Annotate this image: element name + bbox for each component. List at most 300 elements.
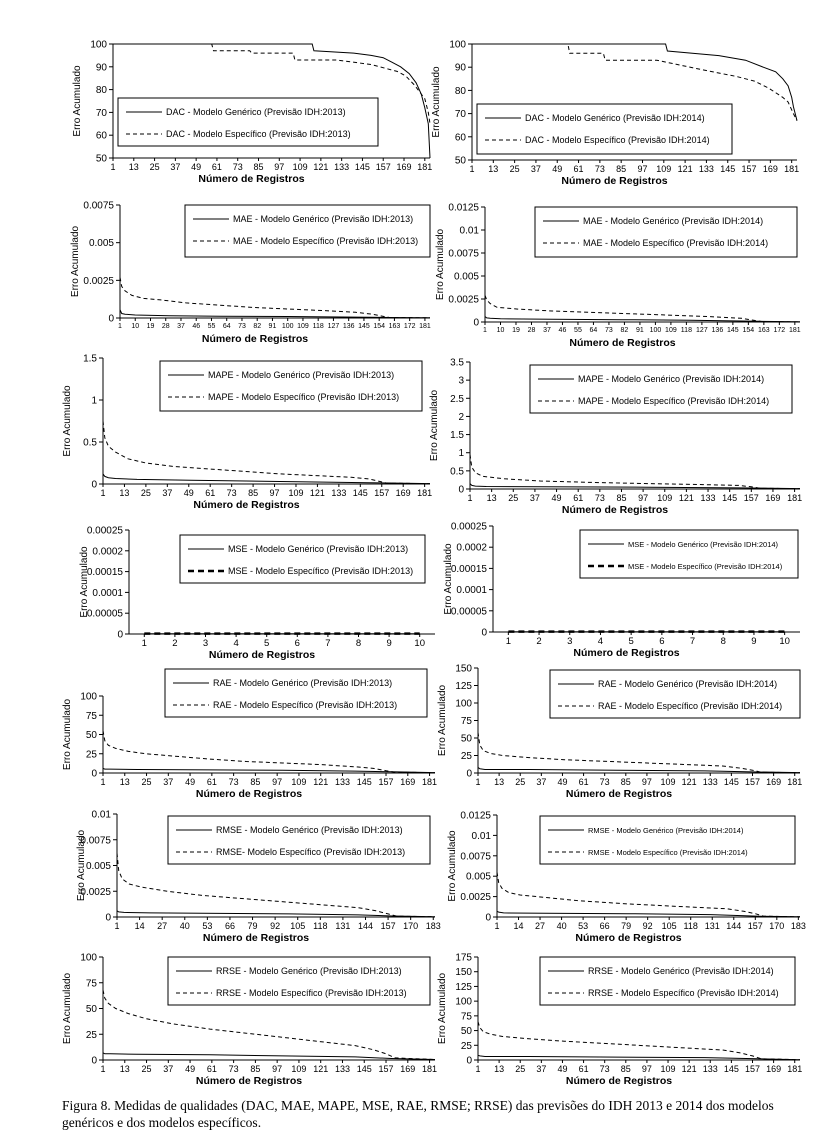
x-tick-label: 73 [228,1064,239,1074]
figure-caption: Figura 8. Medidas de qualidades (DAC, MAE, MAPE, MSE, RAE, RMSE; RRSE) das previsões do IDH 2013 e 2014 dos modelos genéricos e dos modelos específicos. [62,1098,774,1130]
x-tick-label: 172 [773,327,786,334]
x-tick-label: 6 [659,636,665,647]
legend-label: RMSE - Modelo Genérico (Previsão IDH:2014) [588,826,744,835]
x-tick-label: 49 [552,164,563,174]
x-tick-label: 157 [380,921,396,931]
x-tick-label: 13 [486,493,497,503]
series-line-especifico [485,295,800,322]
x-tick-label: 85 [616,493,627,503]
x-tick-label: 1 [475,1064,481,1074]
x-tick-label: 61 [578,1064,589,1074]
x-tick-label: 73 [232,162,243,172]
x-tick-label: 118 [680,327,692,334]
x-tick-label: 1 [100,1064,106,1074]
x-tick-label: 1 [483,327,487,334]
legend [165,669,427,717]
x-tick-label: 181 [787,777,803,787]
x-tick-label: 5 [628,636,634,647]
chart-rae2013 [62,669,437,800]
x-tick-label: 1 [100,777,106,787]
y-tick-label: 50 [460,1026,472,1038]
x-tick-label: 66 [224,921,235,931]
x-tick-label: 154 [373,323,386,330]
y-tick-label: 0.00005 [86,608,123,620]
x-tick-label: 1 [118,323,122,330]
y-tick-label: 0.00005 [450,606,487,618]
x-tick-label: 97 [274,162,285,172]
x-tick-label: 145 [722,493,738,503]
x-tick-label: 133 [334,777,350,787]
legend-label: RRSE - Modelo Genérico (Previsão IDH:2014) [588,966,774,976]
y-tick-label: 125 [455,981,472,993]
x-tick-label: 40 [556,921,567,931]
y-tick-label: 0 [466,768,472,780]
x-tick-label: 157 [375,162,391,172]
legend [535,207,797,257]
x-tick-label: 61 [211,162,222,172]
x-tick-label: 131 [335,921,351,931]
y-tick-label: 50 [95,153,107,165]
y-tick-label: 3.5 [450,357,464,369]
x-tick-label: 109 [660,777,676,787]
legend-label: DAC - Modelo Genérico (Previsão IDH:2013) [166,107,346,117]
y-axis-title: Erro Acumulado [62,385,73,457]
x-tick-label: 109 [665,327,677,334]
x-tick-label: 121 [678,493,694,503]
x-tick-label: 73 [226,488,237,498]
x-axis-title: Número de Registros [569,337,676,349]
legend-label: RRSE - Modelo Genérico (Previsão IDH:2013) [216,966,402,976]
x-tick-label: 157 [744,1064,761,1074]
legend-label: MAPE - Modelo Genérico (Previsão IDH:2014) [578,374,765,384]
legend-label: DAC - Modelo Genérico (Previsão IDH:2014) [525,113,705,123]
x-tick-label: 181 [784,164,800,174]
y-tick-label: 0.0125 [460,810,491,822]
y-tick-label: 75 [460,716,472,727]
x-tick-label: 8 [720,636,726,647]
x-axis-title: Número de Registros [202,932,310,944]
y-tick-label: 0.00025 [450,521,487,533]
x-tick-label: 118 [312,323,324,330]
x-tick-label: 46 [558,327,567,334]
x-tick-label: 109 [660,1064,676,1074]
x-tick-label: 97 [637,164,648,174]
y-tick-label: 0 [105,912,111,924]
legend-label: MAE - Modelo Genérico (Previsão IDH:2013) [233,214,414,224]
x-tick-label: 79 [621,921,632,931]
y-tick-label: 0.0002 [92,546,123,558]
legend-label: MAPE - Modelo Genérico (Previsão IDH:2013) [208,370,395,380]
legend-label: MAE - Modelo Específico (Previsão IDH:2014) [583,238,769,248]
x-tick-label: 49 [557,777,568,787]
x-tick-label: 92 [642,921,653,931]
y-tick-label: 0 [466,1055,472,1067]
x-tick-label: 109 [291,1064,307,1074]
y-tick-label: 75 [460,1011,472,1023]
y-tick-label: 0.0075 [83,200,114,212]
legend-label: RMSE- Modelo Específico (Previsão IDH:2013) [216,847,406,857]
y-tick-label: 100 [455,698,472,710]
x-tick-label: 10 [779,636,790,647]
x-tick-label: 64 [222,323,231,330]
x-tick-label: 157 [378,777,394,787]
x-tick-label: 85 [620,1064,631,1074]
x-tick-label: 163 [758,327,770,334]
x-tick-label: 163 [388,323,401,330]
chart-rrse2014 [437,953,802,1088]
chart-dac2014 [431,40,799,188]
x-tick-label: 1 [494,921,500,931]
x-tick-label: 8 [355,638,362,649]
legend [168,957,430,1005]
x-tick-label: 25 [515,777,526,787]
y-tick-label: 0 [91,1055,97,1067]
x-tick-label: 73 [238,323,246,330]
x-tick-label: 109 [291,777,307,787]
y-axis-title: Erro Acumulado [429,389,440,462]
y-tick-label: 50 [85,730,97,741]
x-tick-label: 181 [419,323,431,330]
x-tick-label: 133 [331,488,347,498]
x-tick-label: 25 [140,488,151,498]
x-tick-label: 157 [741,164,757,174]
y-tick-label: 0.005 [465,871,491,883]
y-tick-label: 90 [95,62,107,74]
x-tick-label: 121 [681,777,697,787]
x-tick-label: 2 [172,638,178,649]
x-tick-label: 121 [681,1064,697,1074]
x-tick-label: 9 [386,638,392,649]
x-tick-label: 85 [616,164,627,174]
x-tick-label: 49 [557,1064,568,1074]
x-tick-label: 61 [573,164,584,174]
y-tick-label: 0.0075 [80,835,111,847]
y-tick-label: 100 [80,691,97,703]
x-tick-label: 145 [720,164,736,174]
y-axis-title: Erro Acumulado [437,972,448,1045]
x-tick-label: 6 [294,638,300,649]
x-tick-label: 133 [702,1064,718,1074]
y-tick-label: 0.0075 [460,851,491,863]
x-tick-label: 100 [281,323,294,330]
x-tick-label: 121 [313,777,329,787]
y-tick-label: 0.0001 [456,585,487,597]
legend [540,816,795,864]
series-line-especifico [478,732,800,772]
y-tick-label: 0 [91,479,97,491]
x-tick-label: 85 [253,162,264,172]
series-line-generico [470,484,800,489]
x-tick-label: 91 [268,323,277,330]
x-axis-title: Número de Registros [208,649,316,661]
x-tick-label: 61 [205,488,216,498]
y-tick-label: 0 [108,313,114,325]
x-tick-label: 144 [726,921,742,931]
y-tick-label: 1.5 [83,353,97,365]
legend-label: RRSE - Modelo Específico (Previsão IDH:2014) [588,988,779,998]
y-tick-label: 0 [473,317,479,329]
x-tick-label: 181 [422,1064,438,1074]
legend-label: MSE - Modelo Genérico (Previsão IDH:2013) [228,544,409,554]
legend [550,670,800,718]
y-axis-title: Erro Acumulado [79,546,90,618]
legend [477,104,732,154]
x-tick-label: 118 [313,921,328,931]
y-tick-label: 125 [455,681,472,692]
y-tick-label: 0.01 [91,809,111,821]
legend-label: MAPE - Modelo Específico (Previsão IDH:2014) [578,396,770,406]
x-tick-label: 10 [131,323,140,330]
legend [540,957,795,1005]
x-axis-title: Número de Registros [195,1075,303,1087]
x-tick-label: 133 [700,493,716,503]
x-tick-label: 37 [170,162,181,172]
legend [118,98,378,146]
y-tick-label: 50 [460,733,472,745]
x-tick-label: 53 [202,921,213,931]
x-tick-label: 14 [513,921,524,931]
y-tick-label: 25 [460,1040,472,1052]
x-tick-label: 109 [657,493,673,503]
y-tick-label: 0 [485,912,491,924]
x-tick-label: 145 [723,777,739,787]
x-tick-label: 121 [677,164,693,174]
x-tick-label: 169 [766,777,782,787]
y-tick-label: 50 [85,1004,97,1015]
x-tick-label: 169 [396,162,412,172]
y-tick-label: 0.01 [459,225,479,237]
x-tick-label: 91 [636,327,644,334]
series-line-especifico [470,455,800,489]
chart-rmse2014 [447,811,806,945]
y-axis-title: Erro Acumulado [62,972,73,1045]
y-axis-title: Erro Acumulado [435,228,446,301]
x-tick-label: 131 [704,921,720,931]
x-tick-label: 49 [183,488,194,498]
x-tick-label: 133 [334,162,350,172]
y-tick-label: 1.5 [450,430,464,442]
y-axis-title: Erro Acumulado [62,698,73,771]
chart-mape2014 [429,358,802,517]
series-line-especifico [120,277,430,318]
x-tick-label: 49 [185,1064,196,1074]
x-tick-label: 169 [395,488,411,498]
y-tick-label: 25 [460,751,472,762]
x-tick-label: 37 [543,327,551,334]
x-tick-label: 37 [163,777,174,787]
y-tick-label: 25 [85,1029,97,1041]
x-tick-label: 13 [119,777,130,787]
x-tick-label: 1 [100,488,106,498]
x-tick-label: 109 [297,323,309,330]
chart-mse2013 [79,526,435,662]
x-tick-label: 85 [250,1064,261,1074]
x-tick-label: 73 [599,1064,610,1074]
x-tick-label: 145 [356,1064,372,1074]
x-axis-title: Número de Registros [561,175,668,187]
x-tick-label: 25 [509,164,520,174]
y-tick-label: 1 [458,448,464,460]
y-tick-label: 0.005 [453,271,479,283]
x-tick-label: 73 [599,777,610,787]
x-tick-label: 157 [374,488,390,498]
x-tick-label: 73 [594,164,605,174]
x-tick-label: 3 [567,636,573,647]
y-tick-label: 100 [90,39,107,51]
y-tick-label: 0 [481,627,487,639]
x-tick-label: 7 [325,638,331,649]
y-tick-label: 70 [454,109,466,121]
x-tick-label: 181 [417,488,433,498]
x-tick-label: 121 [309,488,325,498]
y-tick-label: 25 [85,749,97,761]
x-tick-label: 37 [536,777,547,787]
x-tick-label: 49 [185,777,196,787]
y-tick-label: 0.0125 [448,202,479,214]
y-tick-label: 80 [95,85,107,97]
x-tick-label: 105 [661,921,677,931]
x-tick-label: 19 [512,327,520,334]
x-tick-label: 61 [206,777,217,787]
x-tick-label: 127 [327,323,340,330]
x-tick-label: 25 [515,1064,526,1074]
legend-label: DAC - Modelo Específico (Previsão IDH:2013) [166,129,351,139]
x-tick-label: 169 [400,1064,416,1074]
x-tick-label: 145 [352,488,368,498]
legend-box [477,104,732,154]
x-tick-label: 92 [270,921,281,931]
series-line-especifico [497,872,800,917]
x-tick-label: 97 [272,777,283,787]
x-tick-label: 145 [723,1064,739,1074]
x-tick-label: 157 [743,493,759,503]
x-axis-title: Número de Registros [565,1075,673,1087]
legend [160,361,422,411]
x-tick-label: 181 [422,777,438,787]
y-tick-label: 75 [85,978,97,990]
x-tick-label: 1 [469,164,475,174]
x-tick-label: 97 [272,1064,283,1074]
x-tick-label: 79 [247,921,258,931]
x-tick-label: 13 [494,777,505,787]
y-tick-label: 0.00025 [86,525,123,537]
legend [580,530,798,578]
legend [180,535,425,583]
x-tick-label: 133 [698,164,714,174]
x-tick-label: 25 [141,1064,152,1074]
x-tick-label: 64 [589,327,598,334]
x-tick-label: 145 [356,777,372,787]
x-tick-label: 118 [683,921,698,931]
x-tick-label: 157 [747,921,763,931]
x-tick-label: 85 [250,777,261,787]
x-tick-label: 55 [207,323,216,330]
y-tick-label: 60 [454,132,466,144]
x-tick-label: 25 [149,162,160,172]
x-tick-label: 61 [206,1064,217,1074]
x-tick-label: 121 [313,1064,329,1074]
x-tick-label: 136 [342,323,355,330]
x-axis-title: Número de Registros [201,333,309,345]
y-axis-title: Erro Acumulado [447,830,458,902]
x-tick-label: 4 [597,636,604,647]
x-tick-label: 73 [594,493,605,503]
x-axis-title: Número de Registros [575,932,682,944]
x-tick-label: 46 [192,323,201,330]
x-tick-label: 97 [638,493,649,503]
series-line-generico [485,317,800,322]
x-tick-label: 19 [146,323,155,330]
y-tick-label: 175 [455,952,472,964]
y-tick-label: 0 [91,768,97,780]
x-tick-label: 85 [620,777,631,787]
x-tick-label: 49 [551,493,562,503]
x-tick-label: 37 [530,164,541,174]
legend [530,365,792,413]
y-tick-label: 0.005 [85,861,111,872]
x-tick-label: 25 [141,777,152,787]
x-tick-label: 7 [689,636,696,647]
y-tick-label: 0.0025 [448,294,479,306]
y-tick-label: 1 [91,395,97,407]
x-tick-label: 97 [269,488,280,498]
x-tick-label: 28 [161,323,170,330]
y-axis-title: Erro Acumulado [70,225,81,298]
x-tick-label: 172 [403,323,416,330]
legend-label: MAPE - Modelo Específico (Previsão IDH:2013) [208,392,400,402]
y-tick-label: 0 [458,484,464,496]
x-tick-label: 1 [141,638,147,649]
x-tick-label: 1 [110,162,116,172]
x-tick-label: 145 [354,162,370,172]
x-tick-label: 82 [620,327,629,334]
y-tick-label: 100 [449,39,466,51]
x-tick-label: 13 [119,488,130,498]
y-tick-label: 2 [458,411,464,423]
x-tick-label: 14 [134,921,145,931]
y-tick-label: 0.005 [88,238,114,250]
x-tick-label: 4 [233,638,239,649]
x-tick-label: 157 [378,1064,394,1074]
y-tick-label: 0.5 [450,466,464,478]
x-tick-label: 183 [790,921,806,931]
y-tick-label: 0.0001 [92,587,123,599]
chart-mse2014 [443,522,800,660]
x-tick-label: 145 [358,323,370,330]
x-tick-label: 1 [475,777,481,787]
x-tick-label: 27 [157,921,168,931]
y-axis-title: Erro Acumulado [431,66,442,138]
chart-dac2013 [72,40,432,186]
chart-rae2014 [437,664,802,801]
y-tick-label: 50 [454,155,466,167]
y-tick-label: 0.00015 [86,567,123,579]
y-tick-label: 100 [80,952,97,964]
chart-rrse2013 [62,953,437,1088]
x-tick-label: 1 [505,636,511,647]
x-tick-label: 170 [769,921,785,931]
y-tick-label: 150 [455,663,472,675]
x-tick-label: 183 [425,921,441,931]
x-tick-label: 37 [536,1064,547,1074]
x-tick-label: 1 [467,493,473,503]
y-tick-label: 100 [455,996,472,1008]
y-axis-title: Erro Acumulado [76,829,87,902]
x-axis-title: Número de Registros [193,499,300,511]
chart-rmse2013 [76,810,441,945]
x-axis-title: Número de Registros [573,647,680,659]
x-axis-title: Número de Registros [565,788,673,800]
